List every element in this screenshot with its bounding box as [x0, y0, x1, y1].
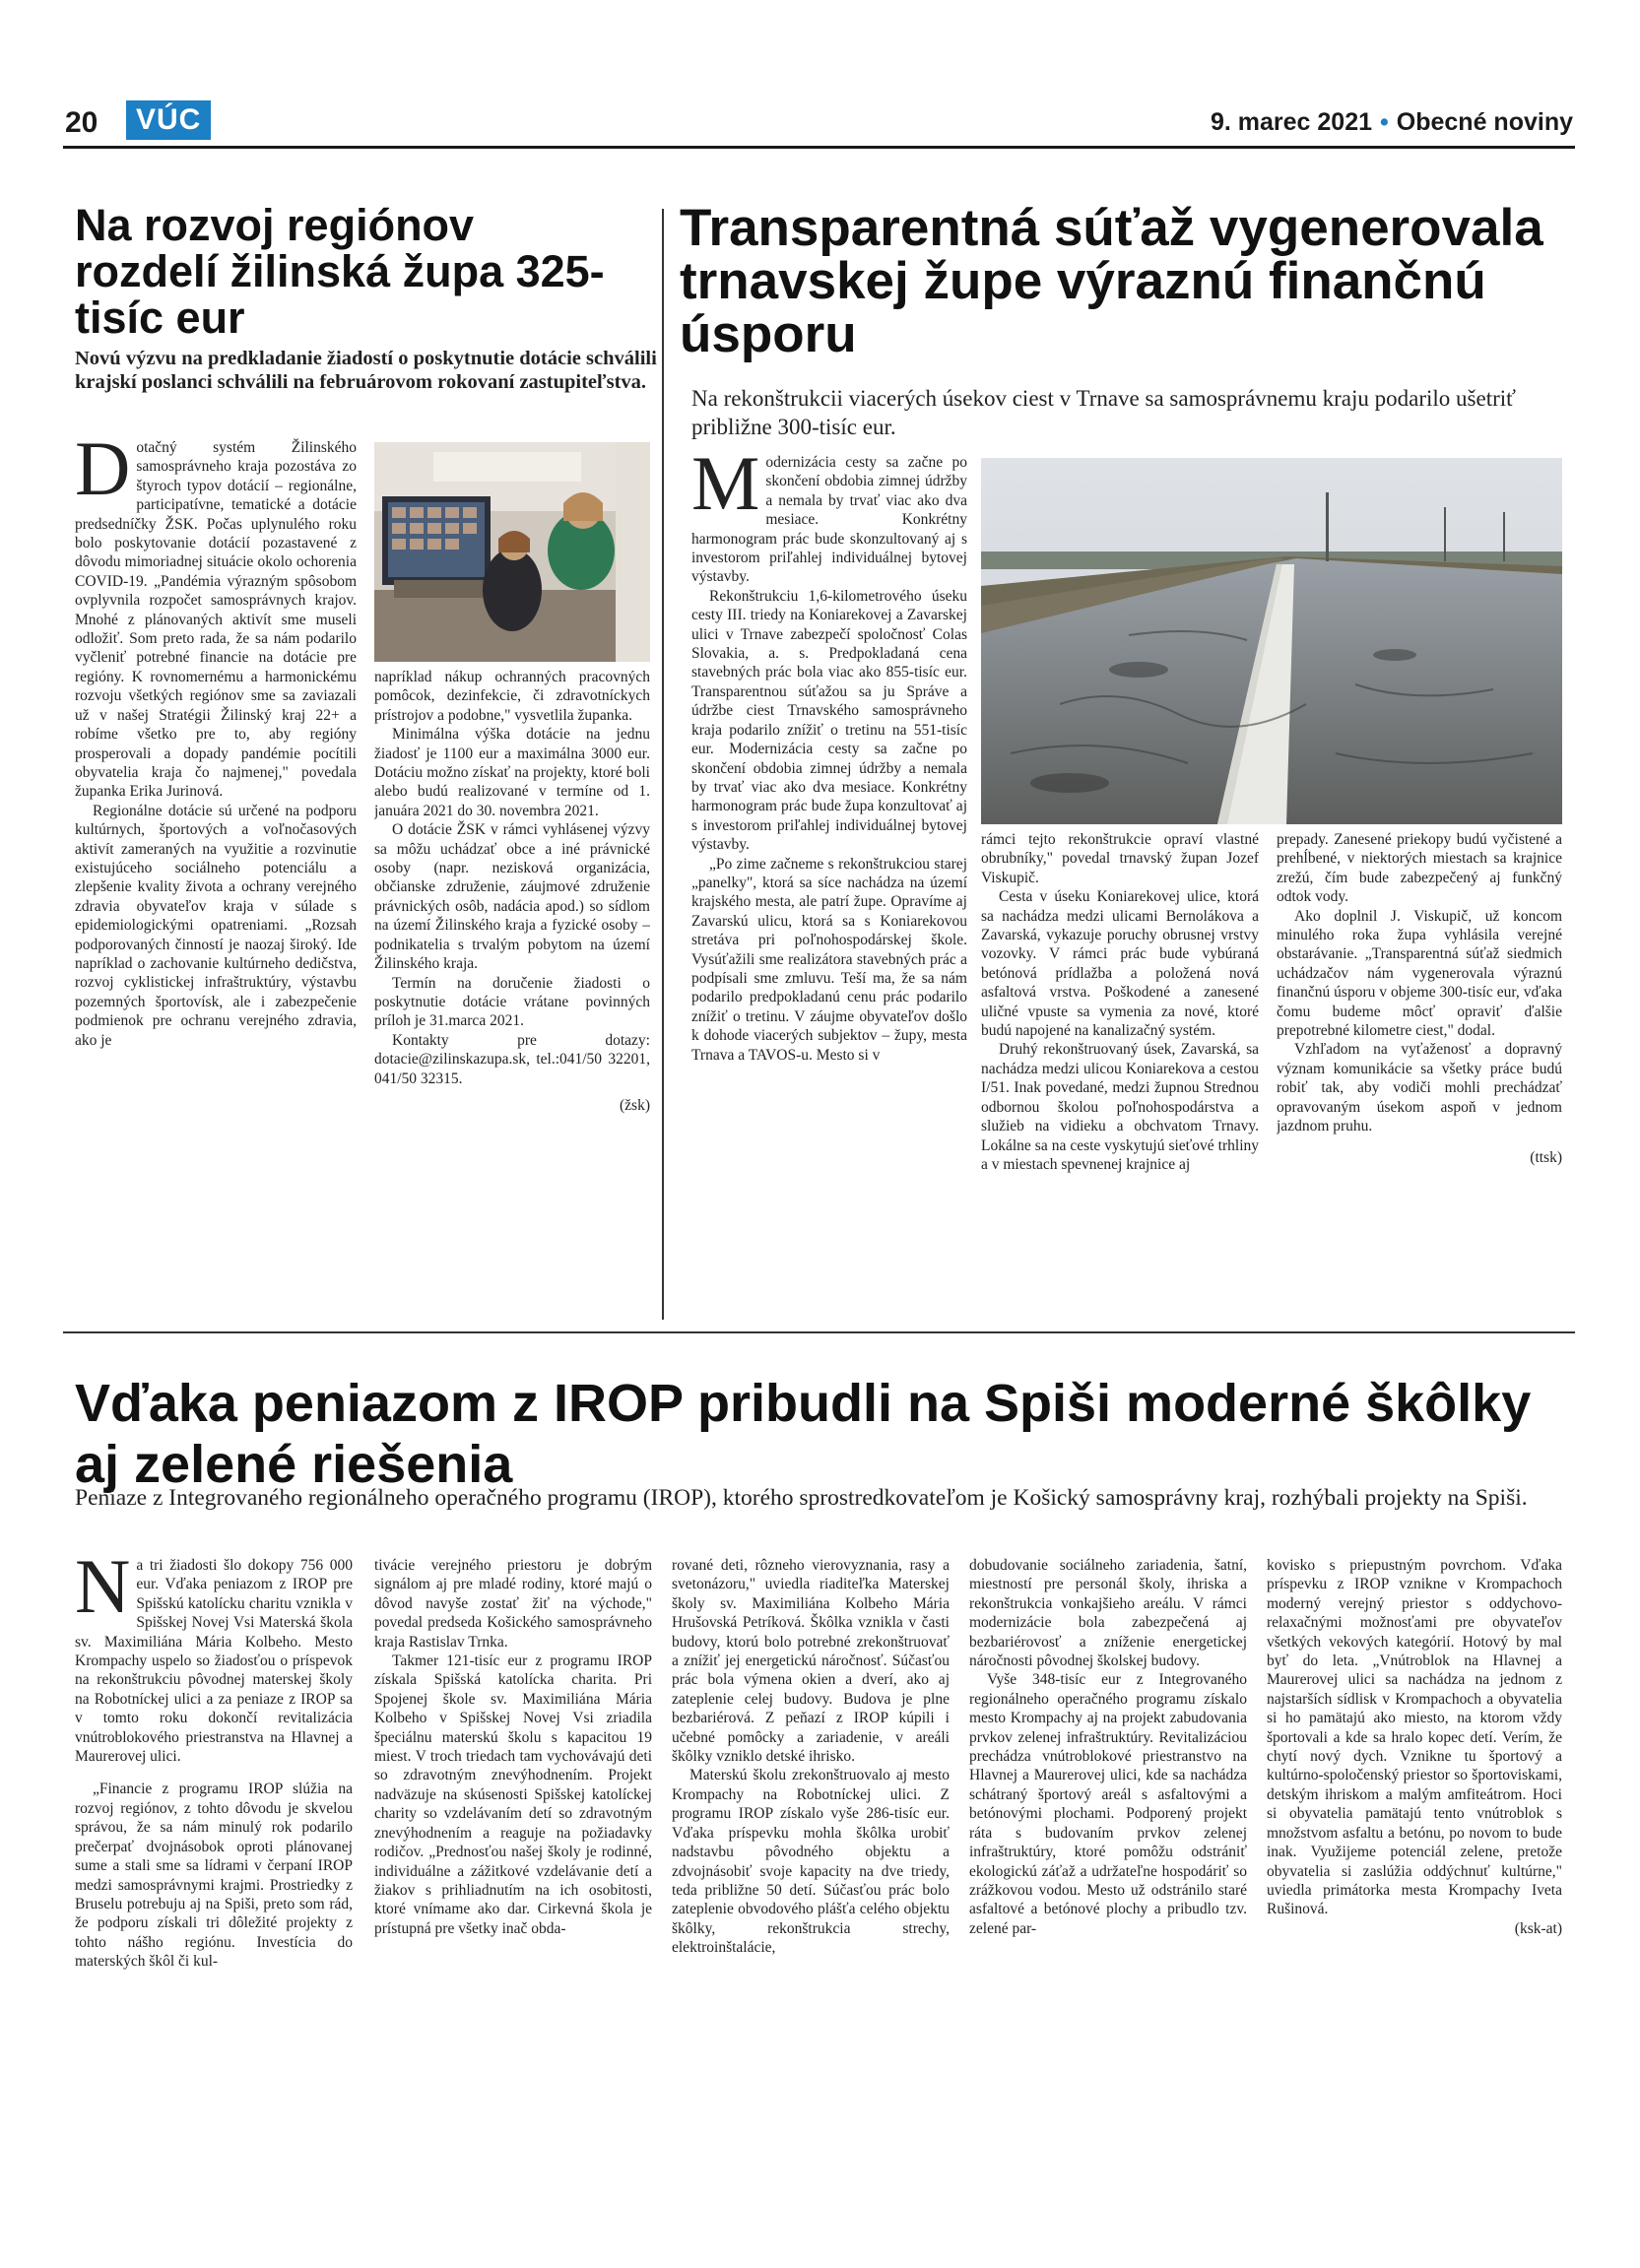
article3-col1-paragraph-1: a tri žiadosti šlo dokopy 756 000 eur. Vďaka peniazom z IROP pre Spišskú katolícku charitu vznikla v Spišskej Novej Vsi Materská škola sv. Maximiliána Mária Kolbeho. Mesto Krompachy uspelo so žiadosťou o príspevok na rekonštrukciu pôvodnej materskej školy na Robotníckej ulici a za peniaze z IROP sa v tomto roku dokončí revitalizácia vnútroblokového priestranstva na Hlavnej a Maurerovej ulici. — [75, 1557, 353, 1766]
article3-column-4 — [969, 1556, 1247, 2216]
article1-column-2 — [374, 668, 650, 1310]
article1-dropcap: D — [75, 438, 131, 511]
article1-col1-paragraph-2: Regionálne dotácie sú určené na podporu kultúrnych, športových a voľnočasových aktivít zameraných na využitie a rozvinutie existujúceho sociálneho potenciálu a zlepšenie kvality života a ochrany verejného zdravia obyvateľov kraja v súlade s epidemiologickými opatreniami. „Rozsah podporovaných činností je naozaj široký. Ide napríklad o zachovanie kultúrneho dedičstva, rozvoj cyklistickej infraštruktúry, výstavbu pozemných športovísk, ale i zabezpečenie podmienok pre ochranu verejného zdravia, ako je — [75, 802, 357, 1049]
article3-column-1 — [75, 1556, 353, 2216]
article2-col3-paragraph-3: Vzhľadom na vyťaženosť a dopravný význam komunikácie sa všetky práce budú robiť tak, aby vodiči mohli prechádzať opravovaným úsekom aspoň v jednom jazdnom pruhu. — [1277, 1041, 1562, 1135]
article2-column-3 — [1277, 830, 1562, 1310]
article2-col3-paragraph-1: prepady. Zanesené priekopy budú vyčistené a prehĺbené, v niektorých miestach sa krajnice zrežú, čím bude zabezpečený aj funkčný odtok vody. — [1277, 831, 1562, 906]
article2-column-2 — [981, 830, 1259, 1310]
issue-date: 9. marec 2021 — [1210, 108, 1373, 136]
article3-col4-paragraph-1: dobudovanie sociálneho zariadenia, šatní, miestností pre personál školy, ihriska a rekonštrukcia vonkajšieho areálu. V rámci modernizácie bola zabezpečená aj bezbariérovosť a zníženie energetickej náročnosti pôvodnej školskej budovy. — [969, 1557, 1247, 1670]
article3-col1-paragraph-2: „Financie z programu IROP slúžia na rozvoj regiónov, z tohto dôvodu je skvelou správou, že sa nám minulý rok podarilo prečerpať dvojnásobok oproti plánovanej sume a stali sme sa lídrami v čerpaní IROP medzi samosprávnymi krajmi. Prostriedky z Bruselu potrebuju aj na Spiši, preto som rád, že podporu získali tri dôležité projekty z tohto nášho regiónu. Investícia do materských škôl či kul- — [75, 1781, 353, 1971]
article2-col1-paragraph-3: „Po zime začneme s rekonštrukciou starej „panelky", ktorá sa síce nachádza na území krajského mesta, ale patrí župe. Opravíme aj Zavarskú ulicu, ktorá sa s Koniarekovou stretáva pri poľnohospodárskej škole. Vysúťažili sme realizátora stavebných prác a podpísali sme zmluvu. Teší ma, že sa nám podarilo predpokladanú cenu prác podarilo znížiť o tretinu. V záujme obyvateľov došlo k dohode viacerých subjektov – župy, mesta Trnava a TAVOS-u. Mesto si v — [691, 855, 967, 1064]
article1-lead: Novú výzvu na predkladanie žiadostí o poskytnutie dotácie schválili krajskí poslanci schválili na februárovom rokovaní zastupiteľstva. — [75, 348, 657, 393]
article1-photo-meeting — [374, 442, 650, 662]
article2-lead: Na rekonštrukcii viacerých úsekov ciest v Trnave sa samosprávnemu kraju podarilo ušetriť približne 300-tisíc eur. — [691, 386, 1516, 439]
article2-col2-paragraph-1: rámci tejto rekonštrukcie opraví vlastné obrubníky," povedal trnavský župan Jozef Viskupič. — [981, 831, 1259, 886]
header-rule — [63, 146, 1575, 149]
article3-title: Vďaka peniazom z IROP pribudli na Spiši moderné škôlky aj zelené riešenia — [75, 1374, 1532, 1494]
article1-col2-paragraph-2: Minimálna výška dotácie na jednu žiadosť je 1100 eur a maximálna 3000 eur. Dotáciu možno získať na projekty, ktoré boli alebo budú realizované v termíne od 1. januára 2021 do 30. novembra 2021. — [374, 726, 650, 819]
article3-column-5 — [1267, 1556, 1562, 2216]
article1-col2-paragraph-3: O dotácie ŽSK v rámci vyhlásenej výzvy sa môžu uchádzať obce a iné právnické osoby (napr. nezisková organizácia, občianske združenie, záujmové združenie právnických osôb, nadácia apod.) so sídlom na území Žilinského kraja a fyzické osoby –podnikatelia s trvalým pobytom na území Žilinského kraja. — [374, 821, 650, 973]
article1-col2-paragraph-1: napríklad nákup ochranných pracovných pomôcok, dezinfekcie, či zdravotníckych prístrojov a podobne," vysvetlila županka. — [374, 669, 650, 724]
article2-col2-paragraph-3: Druhý rekonštruovaný úsek, Zavarská, sa nachádza medzi ulicou Koniarekova a cestou I/51. Inak povedané, medzi župnou Strednou odbornou školou poľnohospodárstva a služieb na vidieku a obchvatom Trnavy. Lokálne sa na ceste vyskytujú sieťové trhliny a v miestach spevnenej krajnice aj — [981, 1041, 1259, 1173]
section-badge: VÚC — [126, 100, 211, 140]
article3-lead: Peniaze z Integrovaného regionálneho operačného programu (IROP), ktorého sprostredkovateľom je Košický samosprávny kraj, rozhýbali projekty na Spiši. — [75, 1485, 1528, 1511]
article3-col2-paragraph-1: tivácie verejného priestoru je dobrým signálom aj pre mladé rodiny, ktoré majú o dôvod navyše zostať žiť na východe," povedal predseda Košického samosprávneho kraja Rastislav Trnka. — [374, 1557, 652, 1651]
article1-signature: (žsk) — [620, 1096, 650, 1114]
page-number: 20 — [65, 106, 98, 139]
header-separator: • — [1380, 108, 1389, 136]
article2-title: Transparentná súťaž vygenerovala trnavskej župe výraznú finančnú úsporu — [680, 199, 1543, 363]
article2-col1-paragraph-2: Rekonštrukciu 1,6-kilometrového úseku cesty III. triedy na Koniarekovej a Zavarskej ulici v Trnave zabezpečí spoločnosť Colas Slovakia, a. s. Predpokladaná cena stavebných prác bola viac ako 855-tisíc eur. Transparentnou súťažou sa ju Správe a údržbe ciest Trnavského samosprávneho kraja podarilo znížiť o tretinu na 551-tisíc eur. Modernizácia cesty sa začne po skončení obdobia zimnej údržby a nemala by trvať viac ako dva mesiace. Konkrétny harmonogram prác bude župa konzultovať aj s investorom priľahlej individuálnej bytovej výstavby. — [691, 587, 967, 854]
article2-column-1 — [691, 453, 967, 1310]
article2-col1-paragraph-1: odernizácia cesty sa začne po skončení obdobia zimnej údržby a nemala by trvať viac ako dva mesiace. Konkrétny harmonogram prác bude skonzultovaný aj s investorom priľahlej individuálnej bytovej výstavby. — [691, 454, 967, 586]
article3-col3-paragraph-1: rované deti, rôzneho vierovyznania, rasy a svetonázoru," uviedla riaditeľka Materskej školy sv. Maximiliána Kolbeho Mária Hrušovská Petríková. Škôlka vznikla v časti budovy, ktorú bolo potrebné zrekonštruovať a znížiť jej energetickú náročnosť. Súčasťou prác bola výmena okien a dverí, ako aj zateplenie celej budovy. Budova je plne bezbariérová. Z peňazí z IROP kúpili i učebné pomôcky a zariadenie, v areáli škôlky vzniklo detské ihrisko. — [672, 1557, 950, 1766]
article3-signature: (ksk-at) — [1514, 1919, 1562, 1937]
article2-photo-road — [981, 458, 1562, 824]
publication-name: Obecné noviny — [1396, 108, 1573, 136]
article1-column-1 — [75, 438, 357, 1310]
article1-col2-paragraph-4: Termín na doručenie žiadosti o poskytnutie dotácie vrátane povinných príloh je 31.marca 2021. — [374, 974, 650, 1030]
article1-col1-paragraph-1: otačný systém Žilinského samosprávneho kraja pozostáva zo štyroch typov dotácií – regionálne, participatívne, tematické a dotácie predsedníčky ŽSK. Počas uplynulého roku bolo poskytovanie dotácií pozastavené z dôvodu mimoriadnej situácie okolo ochorenia COVID-19. „Pandémia výrazným spôsobom ovplyvnila rozpočet samosprávnych krajov. Mnohé z plánovaných aktivít sme museli odložiť. Som preto rada, že sa nám podarilo vyčleniť potrebné financie na dotácie pre regióny. K rovnomernému a harmonickému rozvoju všetkých regiónov sme sa zaviazali už v našej Stratégii Žilinský kraj 22+ a robíme všetko pre to, aby regióny prosperovali a dopady pandémie pocítili obyvatelia kraja čo najmenej," povedala županka Erika Jurinová. — [75, 439, 357, 801]
article1-title: Na rozvoj regiónov rozdelí žilinská župa 325-tisíc eur — [75, 200, 605, 343]
article3-col4-paragraph-2: Vyše 348-tisíc eur z Integrovaného regionálneho operačného programu získalo mesto Krompachy aj na projekt zabudovania prvkov zelenej infraštruktúry. Revitalizáciou prechádza vnútroblokové priestranstvo na Hlavnej a Maurerovej ulici, kde sa nachádza schátraný športový areál s asfaltovými a betónovými plochami. Podporený projekt ráta s budovaním prvkov zelenej infraštruktúry, ktoré pomôžu odstrániť ekologickú záťaž a udržateľne hospodáriť so zrážkovou vodou. Mesto už odstránilo staré asfaltové a betónové plochy a pribudlo tzv. zelené par- — [969, 1671, 1247, 1937]
article2-dropcap: M — [691, 453, 760, 526]
article1-col2-paragraph-5: Kontakty pre dotazy: dotacie@zilinskazupa.sk, tel.:041/50 32201, 041/50 32315. — [374, 1031, 650, 1087]
article3-col2-paragraph-2: Takmer 121-tisíc eur z programu IROP získala Spišská katolícka charita. Pri Spojenej škole sv. Maximiliána Mária Kolbeho v Spišskej Novej Vsi zriadila špeciálnu materskú školu s kapacitou 19 miest. V troch triedach tam vychovávajú deti so zdravotným znevýhodnením. Projekt nadväzuje na skúsenosti Spišskej katolíckej charity so vzdelávaním detí so zdravotným znevýhodnením a reaguje na požiadavky rodičov. „Prednosťou našej školy je rodinné, individuálne a zážitkové vzdelávanie detí a žiakov s prihliadnutím na ich osobitosti, ktoré vnímame ako dar. Cirkevná škola je prístupná pre všetky inač obda- — [374, 1652, 652, 1937]
section-divider — [63, 1331, 1575, 1333]
column-divider — [662, 209, 664, 1320]
article3-column-2 — [374, 1556, 652, 2216]
article2-col2-paragraph-2: Cesta v úseku Koniarekovej ulice, ktorá sa nachádza medzi ulicami Bernolákova a Zavarská, vykazuje poruchy obrusnej vrstvy vozovky. V rámci prác bude vybúraná betónová prídlažba a položená nová asfaltová vrstva. Poškodené a zanesené uličné vpuste sa vymenia za nové, ktoré budú napojené na kanalizačný systém. — [981, 888, 1259, 1040]
article3-dropcap: N — [75, 1556, 131, 1629]
article2-col3-paragraph-2: Ako doplnil J. Viskupič, už koncom minulého roka župa vyhlásila verejné obstarávanie. „Transparentná súťaž siedmich uchádzačov nám vygenerovala výraznú finančnú úsporu v objeme 300-tisíc eur, vďaka čomu budeme môcť opraviť ďalšie prepotrebné kilometre ciest," dodal. — [1277, 907, 1562, 1040]
article2-signature: (ttsk) — [1530, 1148, 1562, 1166]
article3-col3-paragraph-2: Materskú školu zrekonštruovalo aj mesto Krompachy na Robotníckej ulici. Z programu IROP získalo vyše 286-tisíc eur. Vďaka príspevku mohla škôlka urobiť nadstavbu pôvodného objektu a zdvojnásobiť svoje kapacity na dve triedy, teda približne 50 detí. Súčasťou prác bolo zateplenie obvodového plášťa celého objektu škôlky, rekonštrukcia strechy, elektroinštalácie, — [672, 1767, 950, 1957]
article3-col5-paragraph-1: kovisko s priepustným povrchom. Vďaka príspevku z IROP vznikne v Krompachoch moderný verejný priestor s oddychovo-relaxačnými možnosťami pre obyvateľov všetkých vekových kategórií. Hotový by mal byť do leta. „Vnútroblok na Hlavnej a Maurerovej ulici sa nachádza na jednom z najstarších sídlisk v Krompachoch a obyvatelia si ho pamätajú ako miesto, na ktorom vždy športovali a kde sa hralo kopec detí. Verím, že chytí nový dych. Vznikne tu športový a kultúrno-spoločenský priestor so športoviskami, detským ihriskom a malým amfiteátrom. Hoci si obyvatelia pamätajú tento vnútroblok s množstvom asfaltu a betónu, po novom to bude inak. Využijeme potenciál zelene, pretože obyvatelia si zaslúžia oddýchnuť kultúrne," uviedla primátorka mesta Krompachy Iveta Rušinová. — [1267, 1557, 1562, 1918]
article3-column-3 — [672, 1556, 950, 2216]
header-meta — [1211, 108, 1573, 137]
